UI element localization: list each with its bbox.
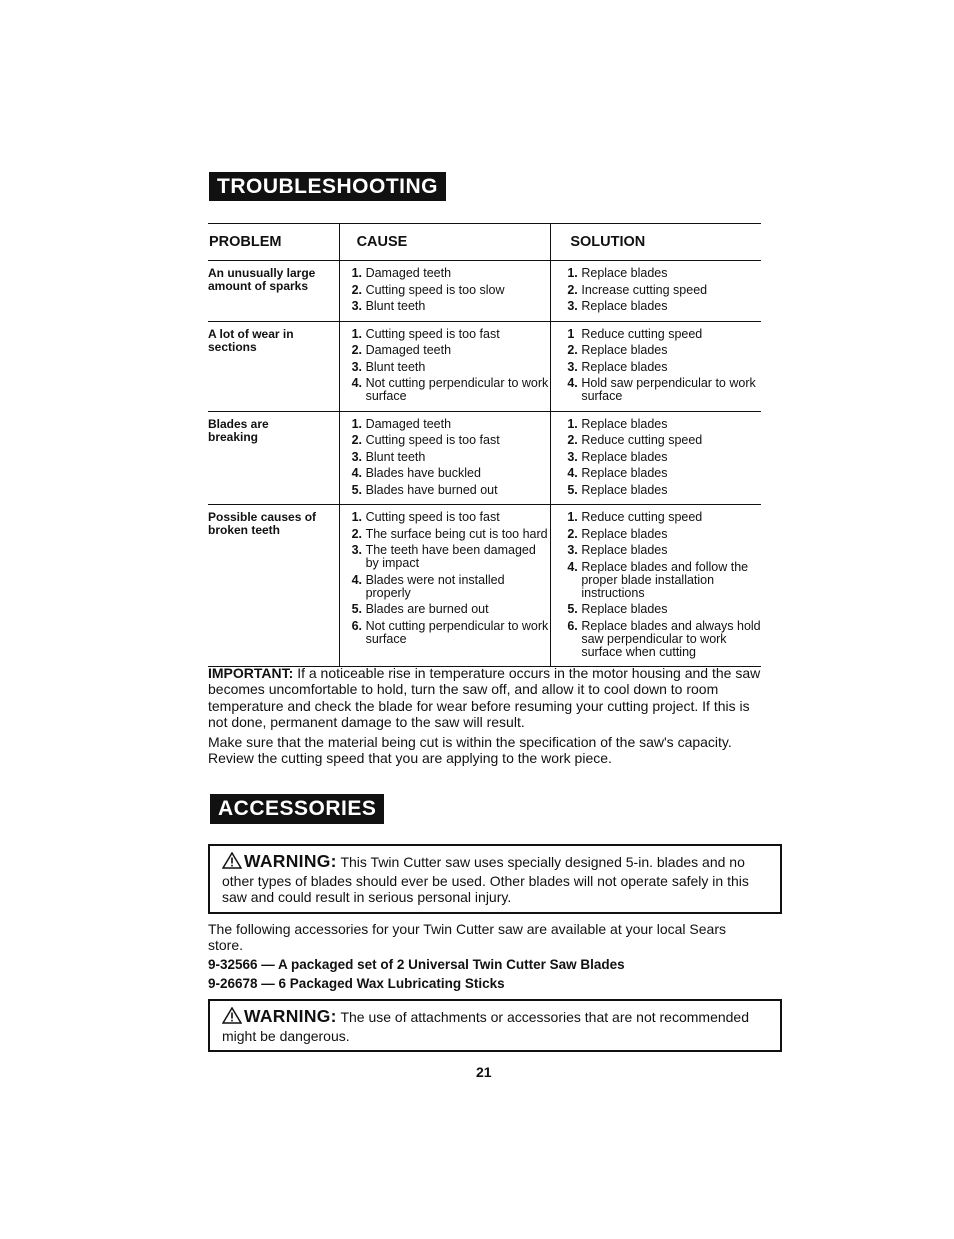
- solution-text: Replace blades: [581, 526, 668, 541]
- problem-cell: [208, 261, 339, 322]
- header-cause: CAUSE: [339, 224, 551, 261]
- solution-number: 1.: [567, 266, 578, 280]
- cause-number: 3.: [351, 543, 362, 557]
- problem-cell: [208, 321, 339, 411]
- troubleshooting-heading: TROUBLESHOOTING: [209, 172, 446, 201]
- solution-list: [567, 267, 761, 313]
- cause-number: 2.: [351, 433, 362, 447]
- solution-item: [567, 484, 761, 497]
- cause-text: Damaged teeth: [365, 266, 452, 280]
- cause-item: [352, 267, 551, 280]
- cause-item: [352, 434, 551, 447]
- cause-item: [352, 418, 551, 431]
- solution-text: Replace blades: [581, 602, 668, 616]
- solution-text: Reduce cutting speed: [581, 326, 703, 341]
- accessories-intro: The following accessories for your Twin Cutter saw are available at your local Sears store.: [208, 921, 726, 954]
- table-row: [208, 261, 761, 322]
- solution-number: 4.: [567, 376, 578, 390]
- cause-number: 1.: [351, 510, 362, 524]
- solution-list: [567, 418, 761, 497]
- cause-text: Cutting speed is too fast: [365, 433, 500, 447]
- solution-number: 4.: [567, 559, 578, 574]
- cause-item: [352, 284, 551, 297]
- cause-text: Not cutting perpendicular to work surface: [365, 376, 549, 403]
- cause-number: 1.: [351, 326, 362, 341]
- solution-text: Hold saw perpendicular to work surface: [581, 376, 756, 403]
- header-solution: SOLUTION: [551, 224, 761, 261]
- solution-text: Replace blades: [581, 359, 668, 374]
- solution-item: [567, 361, 761, 374]
- cause-item: [352, 328, 551, 341]
- cause-item: [352, 484, 551, 497]
- cause-number: 2.: [351, 526, 362, 541]
- cause-list: [352, 418, 551, 497]
- table-row: [208, 411, 761, 505]
- solution-number: 1.: [567, 416, 578, 431]
- solution-number: 3.: [567, 299, 578, 313]
- cause-text: Not cutting perpendicular to work surface: [365, 618, 549, 646]
- cause-text: Blunt teeth: [365, 359, 426, 374]
- solution-item: [567, 267, 761, 280]
- solution-text: Replace blades: [581, 343, 668, 357]
- solution-number: 3.: [567, 449, 578, 464]
- cause-text: Cutting speed is too slow: [365, 282, 505, 297]
- solution-text: Increase cutting speed: [581, 282, 708, 297]
- cause-text: Cutting speed is too fast: [365, 326, 500, 341]
- cause-text: Damaged teeth: [365, 343, 452, 357]
- cause-number: 6.: [351, 618, 362, 633]
- cause-list: [352, 511, 551, 646]
- solution-item: [567, 284, 761, 297]
- page-number: 21: [476, 1064, 492, 1080]
- problem-text: Possible causes of broken teeth: [208, 510, 317, 537]
- cause-number: 4.: [351, 466, 362, 480]
- cause-text: The teeth have been damaged by impact: [365, 543, 536, 570]
- cause-item: [352, 467, 551, 480]
- solution-item: [567, 300, 761, 313]
- warning-box-attachments: [208, 999, 782, 1052]
- solution-cell: [551, 505, 761, 667]
- important-note: [208, 665, 764, 730]
- cause-item: [352, 544, 551, 570]
- solution-number: 5.: [567, 602, 578, 616]
- solution-text: Replace blades: [581, 416, 668, 431]
- solution-item: [567, 528, 761, 541]
- cause-cell: [339, 321, 551, 411]
- solution-number: 1.: [567, 510, 578, 524]
- solution-number: 2.: [567, 282, 578, 297]
- solution-number: 2.: [567, 343, 578, 357]
- warning-text: This Twin Cutter saw uses specially designed 5-in. blades and no other types of blades should ever be used. Other blades will not operate safely in this saw and could result in serious personal injury.: [222, 854, 749, 905]
- cause-text: Blunt teeth: [365, 449, 426, 464]
- solution-cell: [551, 261, 761, 322]
- warning-box-blades: [208, 844, 782, 914]
- accessory-item-blades: 9-32566 — A packaged set of 2 Universal Twin Cutter Saw Blades: [208, 957, 625, 972]
- solution-text: Replace blades and always hold saw perpendicular to work surface when cutting: [581, 618, 761, 659]
- warning-triangle-icon: [222, 852, 242, 873]
- problem-text: A lot of wear in sections: [208, 326, 294, 354]
- solution-text: Replace blades: [581, 466, 668, 480]
- cause-text: Cutting speed is too fast: [365, 510, 500, 524]
- cause-number: 5.: [351, 602, 362, 616]
- solution-cell: [551, 321, 761, 411]
- solution-item: [567, 434, 761, 447]
- solution-text: Replace blades: [581, 299, 668, 313]
- accessories-heading: ACCESSORIES: [210, 794, 384, 824]
- solution-number: 3.: [567, 359, 578, 374]
- cause-text: The surface being cut is too hard: [365, 526, 548, 541]
- capacity-note: Make sure that the material being cut is within the specification of the saw's capacity. Review the cutting speed that you are applying to the work piece.: [208, 734, 732, 767]
- cause-number: 3.: [351, 449, 362, 464]
- warning-text: The use of attachments or accessories that are not recommended might be dangerous.: [222, 1009, 749, 1044]
- solution-text: Replace blades: [581, 449, 668, 464]
- solution-item: [567, 603, 761, 616]
- cause-item: [352, 344, 551, 357]
- cause-number: 4.: [351, 572, 362, 587]
- solution-number: 1: [567, 326, 575, 341]
- solution-number: 2.: [567, 526, 578, 541]
- problem-cell: [208, 505, 339, 667]
- solution-number: 5.: [567, 482, 578, 497]
- cause-text: Blades have buckled: [365, 466, 481, 480]
- cause-cell: [339, 505, 551, 667]
- cause-cell: [339, 411, 551, 505]
- cause-text: Blunt teeth: [365, 299, 426, 313]
- table-row: [208, 321, 761, 411]
- cause-number: 1.: [351, 416, 362, 431]
- solution-item: [567, 418, 761, 431]
- solution-text: Replace blades: [581, 543, 668, 557]
- accessory-item-wax: 9-26678 — 6 Packaged Wax Lubricating Sticks: [208, 976, 505, 991]
- solution-number: 4.: [567, 466, 578, 480]
- cause-item: [352, 361, 551, 374]
- cause-number: 3.: [351, 299, 362, 313]
- solution-item: [567, 328, 761, 341]
- solution-text: Replace blades: [581, 266, 668, 280]
- warning-label: WARNING:: [244, 1006, 337, 1026]
- problem-text: An unusually large amount of sparks: [208, 266, 316, 293]
- cause-item: [352, 377, 551, 403]
- solution-text: Reduce cutting speed: [581, 510, 703, 524]
- solution-item: [567, 377, 761, 403]
- solution-item: [567, 561, 761, 600]
- cause-number: 5.: [351, 482, 362, 497]
- solution-number: 3.: [567, 543, 578, 557]
- solution-item: [567, 451, 761, 464]
- cause-item: [352, 528, 551, 541]
- cause-item: [352, 620, 551, 646]
- cause-item: [352, 511, 551, 524]
- cause-text: Blades are burned out: [365, 602, 489, 616]
- cause-item: [352, 451, 551, 464]
- solution-item: [567, 344, 761, 357]
- solution-cell: [551, 411, 761, 505]
- table-header-row: [208, 224, 761, 261]
- solution-list: [567, 511, 761, 659]
- solution-item: [567, 511, 761, 524]
- cause-number: 2.: [351, 343, 362, 357]
- cause-number: 1.: [351, 266, 362, 280]
- important-text: If a noticeable rise in temperature occurs in the motor housing and the saw becomes uncomfortable to hold, turn the saw off, and allow it to cool down to room temperature and check the blade for wear before resuming your cutting project. If this is not done, permanent damage to the saw will result.: [208, 665, 761, 730]
- solution-item: [567, 620, 761, 659]
- cause-list: [352, 267, 551, 313]
- cause-text: Blades have burned out: [365, 482, 498, 497]
- cause-text: Damaged teeth: [365, 416, 452, 431]
- cause-number: 4.: [351, 376, 362, 390]
- problem-text: Blades are breaking: [208, 416, 269, 444]
- important-label: IMPORTANT:: [208, 665, 294, 681]
- cause-list: [352, 328, 551, 404]
- problem-cell: [208, 411, 339, 505]
- cause-text: Blades were not installed properly: [365, 572, 505, 600]
- cause-item: [352, 574, 551, 600]
- solution-list: [567, 328, 761, 404]
- table-row: [208, 505, 761, 667]
- header-problem: PROBLEM: [208, 224, 339, 261]
- solution-text: Replace blades: [581, 482, 668, 497]
- solution-item: [567, 467, 761, 480]
- solution-number: 2.: [567, 433, 578, 447]
- table-body: [208, 261, 761, 667]
- cause-number: 2.: [351, 282, 362, 297]
- warning-label: WARNING:: [244, 851, 337, 871]
- solution-text: Reduce cutting speed: [581, 433, 703, 447]
- warning-triangle-icon: [222, 1007, 242, 1028]
- cause-cell: [339, 261, 551, 322]
- cause-item: [352, 300, 551, 313]
- cause-item: [352, 603, 551, 616]
- solution-item: [567, 544, 761, 557]
- solution-number: 6.: [567, 618, 578, 633]
- solution-text: Replace blades and follow the proper blade installation instructions: [581, 559, 749, 600]
- troubleshooting-table: [208, 223, 761, 667]
- cause-number: 3.: [351, 359, 362, 374]
